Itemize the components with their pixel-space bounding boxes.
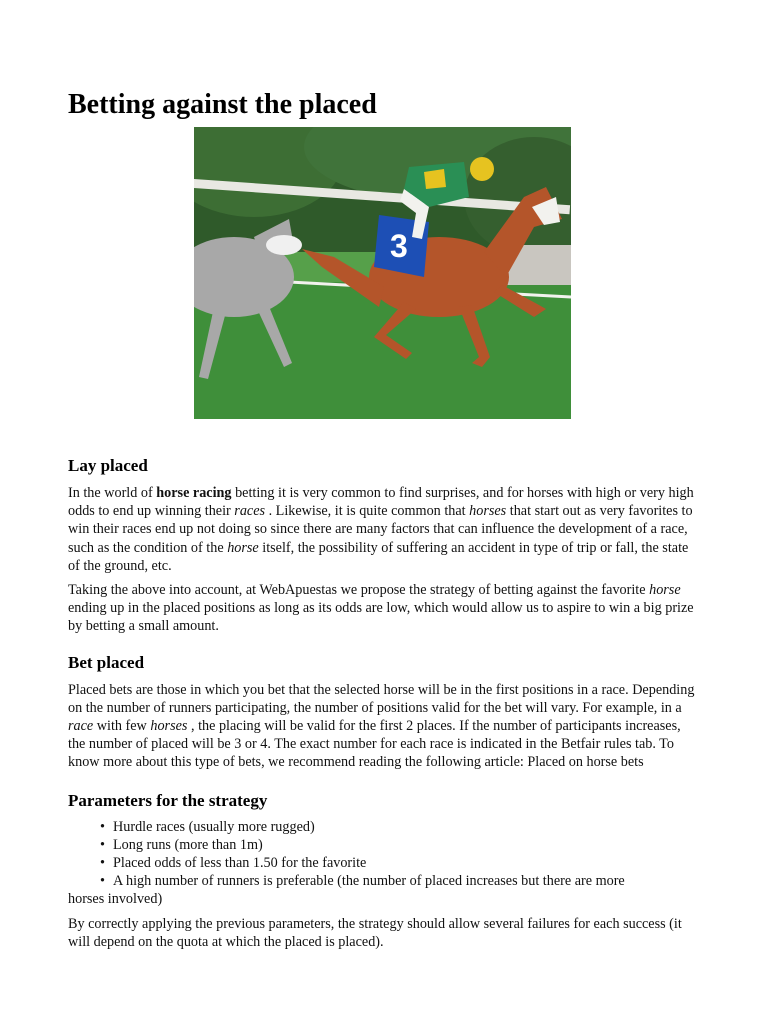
list-item-text: Placed odds of less than 1.50 for the favorite (113, 855, 367, 872)
bullet-icon: • (100, 855, 105, 872)
list-item (68, 818, 698, 836)
italic-text: horse (649, 582, 681, 599)
text-run: In the world of (68, 485, 157, 501)
list-item (68, 872, 698, 890)
text-run: Taking the above into account, at WebApuestas we propose the strategy of betting against the favorite (68, 582, 650, 599)
italic-text: horses (469, 503, 507, 520)
page-title: Betting against the placed (68, 89, 377, 120)
text-run: ending up in the placed positions as long as its odds are low, which would allow us to aspire to win a big prize by betting a small amount. (68, 600, 694, 635)
list-item (68, 854, 698, 872)
list-item-text: Long runs (more than 1m) (113, 836, 263, 853)
section-heading: Bet placed (68, 652, 145, 672)
list-item (68, 836, 698, 854)
text-run: . Likewise, it is quite common that (265, 503, 470, 520)
italic-text: horses (150, 718, 188, 735)
parameter-list (68, 818, 698, 909)
document-page (68, 86, 698, 951)
bullet-icon: • (100, 873, 105, 890)
text-run: itself, the possibility of suffering an accident in type of trip or fall, the state of the ground, etc. (68, 539, 689, 574)
list-item-text: Hurdle races (usually more rugged) (113, 818, 315, 835)
saddle-number: 3 (390, 228, 408, 264)
paragraph (68, 915, 698, 951)
text-run: Placed bets are those in which you bet that the selected horse will be in the first positions in a race. Depending on the number of runners participating, the number of positions valid for the bet will vary. For example, in a (68, 681, 695, 716)
list-item-text: A high number of runners is preferable (the number of placed increases but there are more (113, 873, 625, 890)
paragraph (68, 581, 698, 636)
bullet-icon: • (100, 818, 105, 835)
section-heading: Lay placed (68, 456, 148, 475)
text-run: , the placing will be valid for the first 2 places. If the number of participants increases, the number of placed will be 3 or 4. The exact number for each race is indicated in the Betfair rules tab. To know more about this type of bets, we recommend reading the following article: Placed on horse bets (68, 718, 681, 771)
italic-text: race (68, 718, 94, 735)
horse-racing-photo (194, 127, 571, 419)
horse-racing-image (194, 127, 571, 419)
text-run: with few (93, 718, 151, 735)
text-run: By correctly applying the previous parameters, the strategy should allow several failures for each success (it will depend on the quota at which the placed is placed). (68, 915, 682, 950)
text-run: betting it is very common to find surprises, and for horses with high or very high odds to end up winning their (68, 485, 694, 520)
bold-text: horse racing (156, 485, 232, 501)
italic-text: horse (227, 539, 259, 556)
bullet-icon: • (100, 836, 105, 853)
text-run: that start out as very favorites to win their races end up not doing so since there are many factors that can influence the development of a race, such as the condition of the (68, 503, 693, 556)
list-item-continuation: horses involved) (68, 891, 163, 908)
paragraph (68, 681, 698, 772)
section-heading: Parameters for the strategy (68, 790, 268, 810)
paragraph (68, 484, 698, 575)
article-body (68, 455, 698, 951)
italic-text: races (234, 503, 266, 520)
